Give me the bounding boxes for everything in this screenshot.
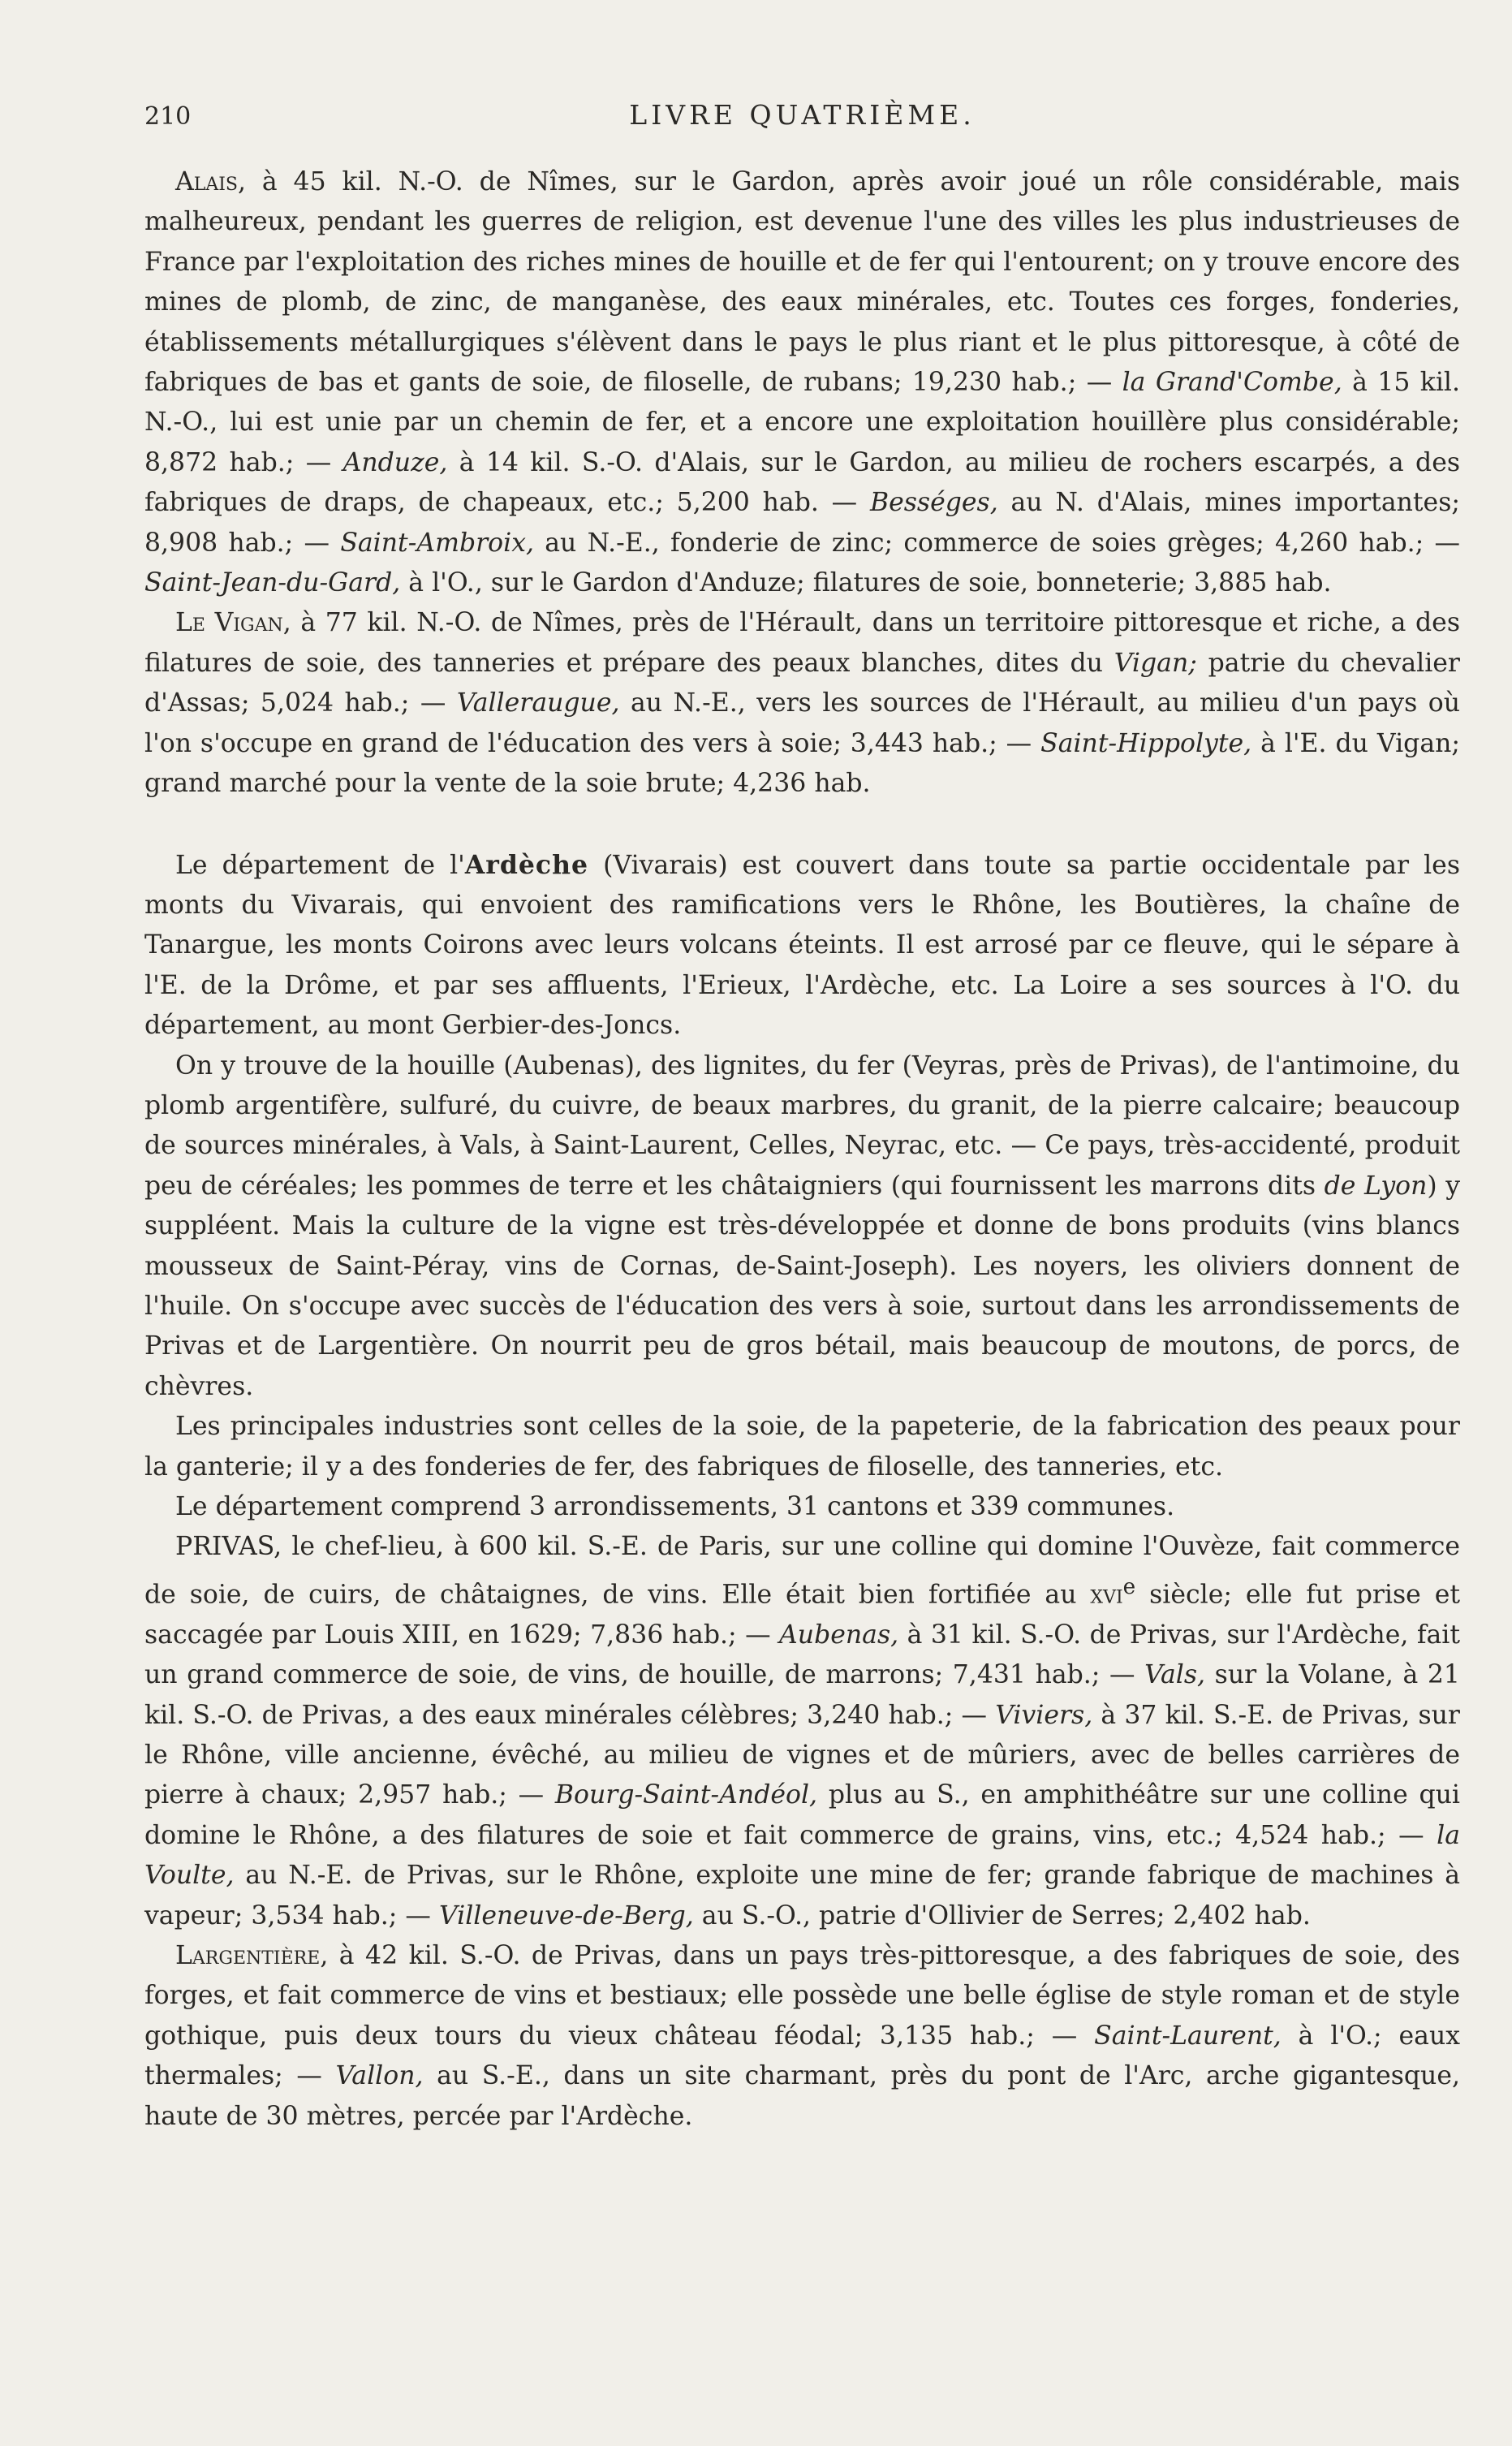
italic-place: Vigan;: [1114, 648, 1197, 678]
place-name: Largentière: [175, 1940, 321, 1970]
text-run: à 37 kil. S.-E. de Privas, sur le Rhône, ville ancienne, évêché, au milieu de vignes et de mûriers, avec de belles carrières de pierre à chaux; 2,957 hab.; —: [144, 1700, 1460, 1810]
italic-term: de Lyon: [1324, 1171, 1428, 1201]
text-run: patrie du chevalier d'Assas; 5,024 hab.; —: [144, 648, 1460, 718]
text-run: Le département comprend 3 arrondissements, 31 cantons et 339 communes.: [175, 1492, 1175, 1521]
page-header: [144, 96, 1460, 145]
text-run: au N.-E., vers les sources de l'Hérault, au milieu d'un pays où l'on s'occupe en grand de l'éducation des vers à soie; 3,443 hab.; —: [144, 688, 1460, 758]
text-run: Les principales industries sont celles de la soie, de la papeterie, de la fabrication des peaux pour la ganterie; il y a des fonderies de fer, des fabriques de filoselle, des tanneries, etc.: [144, 1412, 1460, 1482]
place-name: Le Vigan: [175, 608, 283, 638]
italic-place: Aubenas,: [779, 1620, 899, 1650]
text-run: au N.-E. de Privas, sur le Rhône, exploite une mine de fer; grande fabrique de machines à vapeur; 3,534 hab.; —: [144, 1861, 1460, 1930]
text-run: , à 45 kil. N.-O. de Nîmes, sur le Gardon, après avoir joué un rôle considérable, mais malheureux, pendant les guerres de religion, est devenue l'une des villes les plus industrieuses de France par l'exploitation des riches mines de houille et de fer qui l'entourent; on y trouve encore des mines de plomb, de zinc, de manganèse, des eaux minérales, etc. Toutes ces forges, fonderies, établissements métallurgiques s'élèvent dans le pays le plus riant et le plus pittoresque, à côté de fabriques de bas et gants de soie, de filoselle, de rubans; 19,230 hab.; —: [144, 167, 1460, 398]
text-run: plus au S., en amphithéâtre sur une colline qui domine le Rhône, a des filatures de soie et fait commerce de grains, vins, etc.; 4,524 hab.; —: [144, 1780, 1460, 1850]
text-run: à 15 kil. N.-O., lui est unie par un chemin de fer, et a encore une exploitation houillère plus considérable; 8,872 hab.; —: [144, 368, 1461, 477]
italic-place: Saint-Hippolyte,: [1040, 728, 1252, 758]
text-run: (Vivarais) est couvert dans toute sa partie occidentale par les monts du Vivarais, qui envoient des ramifications vers le Rhône, les Boutières, la chaîne de Tanargue, les monts Coirons avec leurs volcans éteints. Il est arrosé par ce fleuve, qui le sépare à l'E. de la Drôme, et par ses affluents, l'Erieux, l'Ardèche, etc. La Loire a ses sources à l'O. du département, au mont Gerbier-des-Joncs.: [144, 850, 1460, 1041]
text-run: au S.-E., dans un site charmant, près du pont de l'Arc, arche gigantesque, haute de 30 mètres, percée par l'Ardèche.: [144, 2061, 1460, 2131]
text-run: à l'O.; eaux thermales; —: [144, 2021, 1461, 2091]
italic-place: Anduze,: [342, 447, 448, 477]
italic-place: Valleraugue,: [456, 688, 620, 718]
italic-place: Saint-Laurent,: [1094, 2021, 1282, 2051]
text-run: à 31 kil. S.-O. de Privas, sur l'Ardèche, fait un grand commerce de soie, de vins, de houille, de marrons; 7,431 hab.; —: [144, 1620, 1460, 1690]
italic-place: la Voulte,: [144, 1820, 1460, 1891]
text-run: au N. d'Alais, mines importantes; 8,908 hab.; —: [144, 488, 1460, 558]
paragraph-industries: [144, 1407, 1460, 1487]
text-run: , à 42 kil. S.-O. de Privas, dans un pays très-pittoresque, a des fabriques de soie, des forges, et fait commerce de vins et bestiaux; elle possède une belle église de style roman et de style gothique, puis deux tours du vieux château féodal; 3,135 hab.; —: [144, 1940, 1460, 2051]
section-gap: [144, 805, 1460, 845]
text-run: au S.-O., patrie d'Ollivier de Serres; 2,402 hab.: [693, 1900, 1311, 1930]
italic-place: Vals,: [1144, 1660, 1206, 1690]
italic-place: Villeneuve-de-Berg,: [438, 1900, 694, 1930]
text-run: à l'E. du Vigan; grand marché pour la vente de la soie brute; 4,236 hab.: [144, 728, 1460, 799]
paragraph-largentiere: [144, 1936, 1460, 2137]
italic-place: Viviers,: [995, 1700, 1093, 1730]
italic-place: Vallon,: [335, 2061, 424, 2091]
text-run: siècle; elle fut prise et saccagée par Louis XIII, en 1629; 7,836 hab.; —: [144, 1580, 1460, 1650]
text-run: On y trouve de la houille (Aubenas), des lignites, du fer (Veyras, près de Privas), de l'antimoine, du plomb argentifère, sulfuré, du cuivre, de beaux marbres, du granit, de la pierre calcaire; beaucoup de sources minérales, à Vals, à Saint-Laurent, Celles, Neyrac, etc. — Ce pays, très-accidenté, produit peu de céréales; les pommes de terre et les châtaigniers (qui fournissent les marrons dits: [144, 1050, 1460, 1201]
place-name: Alais: [175, 167, 239, 196]
page-number: 210: [144, 102, 192, 131]
running-title: LIVRE QUATRIÈME.: [629, 99, 976, 131]
italic-place: Bourg-Saint-Andéol,: [554, 1780, 818, 1810]
text-run: ) y suppléent. Mais la culture de la vigne est très-développée et donne de bons produits (vins blancs mousseux de Saint-Péray, vins de Cornas, de-Saint-Joseph). Les noyers, les oliviers donnent de l'huile. On s'occupe avec succès de l'éducation des vers à soie, surtout dans les arrondissements de Privas et de Largentière. On nourrit peu de gros bétail, mais beaucoup de moutons, de porcs, de chèvres.: [144, 1171, 1460, 1401]
italic-place: Saint-Ambroix,: [340, 528, 534, 558]
text-run: PRIVAS, le chef-lieu, à 600 kil. S.-E. de Paris, sur une colline qui domine l'Ouvèze, fait commerce de soie, de cuirs, de châtaignes, de vins. Elle était bien fortifiée au: [144, 1532, 1460, 1610]
paragraph-alais: [144, 162, 1460, 603]
paragraph-privas: [144, 1527, 1460, 1936]
century-superscript: e: [1122, 1574, 1136, 1599]
department-name: Ardèche: [464, 849, 589, 880]
text-run: sur la Volane, à 21 kil. S.-O. de Privas, a des eaux minérales célèbres; 3,240 hab.; —: [144, 1660, 1460, 1730]
italic-place: la Grand'Combe,: [1122, 368, 1342, 398]
text-run: à 14 kil. S.-O. d'Alais, sur le Gardon, au milieu de rochers escarpés, a des fabriques de draps, de chapeaux, etc.; 5,200 hab. —: [144, 447, 1460, 518]
paragraph-administration: [144, 1487, 1460, 1527]
text-run: au N.-E., fonderie de zinc; commerce de soies grèges; 4,260 hab.; —: [534, 528, 1460, 558]
paragraph-resources: [144, 1046, 1460, 1408]
paragraph-le-vigan: [144, 603, 1460, 804]
italic-place: Saint-Jean-du-Gard,: [144, 568, 401, 598]
text-run: Le département de l': [175, 850, 465, 880]
paragraph-ardeche-intro: [144, 845, 1460, 1046]
text-run: à l'O., sur le Gardon d'Anduze; filatures de soie, bonneterie; 3,885 hab.: [400, 568, 1332, 598]
text-run: , à 77 kil. N.-O. de Nîmes, près de l'Hérault, dans un territoire pittoresque et riche, a des filatures de soie, des tanneries et prépare des peaux blanches, dites du: [144, 608, 1460, 678]
italic-place: Bességes,: [869, 488, 998, 518]
century-numeral: xvi: [1090, 1580, 1123, 1610]
